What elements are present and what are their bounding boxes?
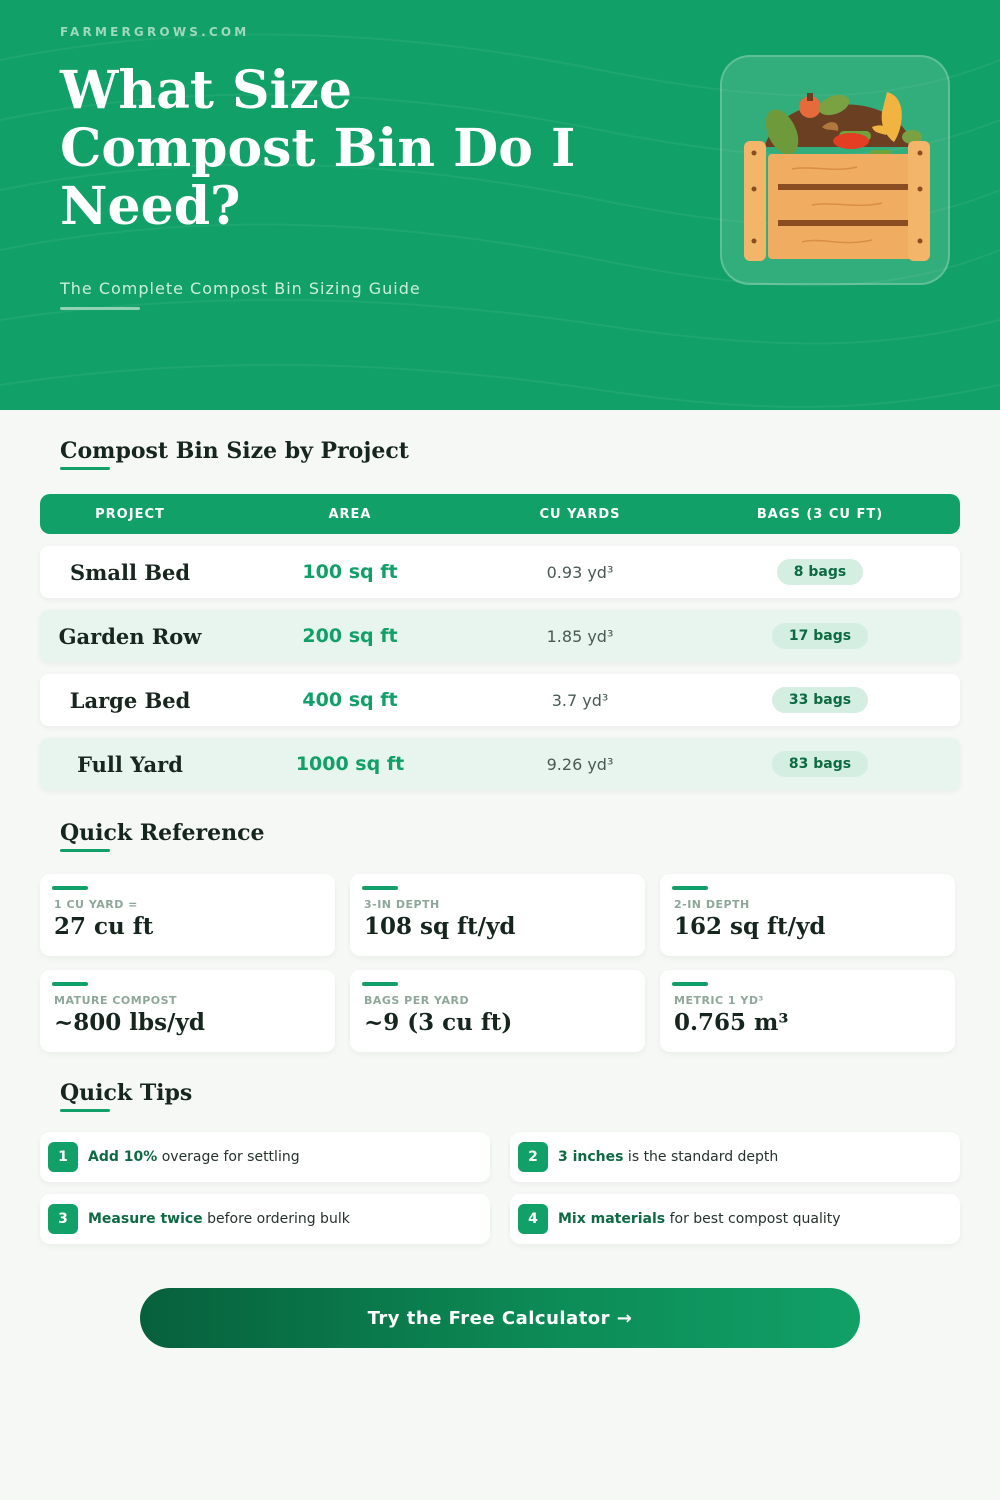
table-row: [40, 738, 960, 790]
project-name: Full Yard: [77, 751, 183, 777]
column-header-bags: BAGS (3 CU FT): [756, 506, 884, 522]
tip-text: [88, 1211, 350, 1227]
table-row: [40, 610, 960, 662]
tip-emphasis: Mix materials: [558, 1211, 666, 1227]
tip-rest: is the standard depth: [623, 1149, 779, 1165]
column-header-area: AREA: [328, 506, 372, 522]
tip-number-badge: 4: [518, 1204, 548, 1234]
table-row: [40, 674, 960, 726]
hero-banner: [0, 0, 1000, 410]
tip-emphasis: 3 inches: [558, 1149, 624, 1165]
tip-text: [558, 1211, 841, 1227]
tip-emphasis: Add 10%: [88, 1149, 158, 1165]
card-label: METRIC 1 YD³: [674, 994, 764, 1007]
cu-yards-value: 0.93 yd³: [546, 562, 614, 582]
tip-number-badge: 2: [518, 1142, 548, 1172]
tip-item: [510, 1132, 960, 1182]
subtitle-underline: [60, 307, 140, 310]
area-value: 1000 sq ft: [295, 753, 405, 775]
tip-rest: for best compost quality: [665, 1211, 841, 1227]
card-value: 27 cu ft: [54, 913, 154, 940]
card-value: 0.765 m³: [674, 1009, 789, 1036]
reference-section-title: Quick Reference: [60, 820, 265, 846]
compost-crate-icon: [722, 57, 952, 287]
card-accent-bar: [52, 886, 88, 890]
card-label: 2-IN DEPTH: [674, 898, 750, 911]
reference-card: [660, 874, 955, 956]
card-label: BAGS PER YARD: [364, 994, 470, 1007]
card-value: 108 sq ft/yd: [364, 913, 516, 940]
tip-rest: overage for settling: [157, 1149, 300, 1165]
project-name: Large Bed: [69, 687, 191, 713]
bags-badge: 8 bags: [777, 559, 863, 585]
tip-item: [40, 1194, 490, 1244]
card-value: 162 sq ft/yd: [674, 913, 826, 940]
tips-section-title: Quick Tips: [60, 1080, 193, 1106]
card-label: 1 CU YARD =: [54, 898, 138, 911]
tip-rest: before ordering bulk: [202, 1211, 350, 1227]
reference-card: [350, 874, 645, 956]
section-underline: [60, 849, 110, 852]
illustration-frame: [720, 55, 950, 285]
reference-card: [40, 970, 335, 1052]
reference-card: [660, 970, 955, 1052]
page-subtitle: The Complete Compost Bin Sizing Guide: [60, 279, 421, 298]
reference-card: [40, 874, 335, 956]
project-name: Garden Row: [58, 623, 202, 649]
card-accent-bar: [362, 982, 398, 986]
card-accent-bar: [362, 886, 398, 890]
page-title: What Size Compost Bin Do I Need?: [60, 60, 576, 237]
table-row: [40, 546, 960, 598]
tip-text: [88, 1149, 300, 1165]
free-calculator-button[interactable]: Try the Free Calculator →: [140, 1288, 860, 1348]
tip-item: [40, 1132, 490, 1182]
cu-yards-value: 3.7 yd³: [551, 690, 609, 710]
area-value: 200 sq ft: [302, 625, 398, 647]
tip-number-badge: 1: [48, 1142, 78, 1172]
section-underline: [60, 1109, 110, 1112]
project-name: Small Bed: [69, 559, 191, 585]
table-header: [40, 494, 960, 534]
card-label: 3-IN DEPTH: [364, 898, 440, 911]
card-label: MATURE COMPOST: [54, 994, 178, 1007]
section-underline: [60, 467, 110, 470]
column-header-cu-yards: CU YARDS: [539, 506, 621, 522]
card-accent-bar: [52, 982, 88, 986]
card-value: ~9 (3 cu ft): [364, 1009, 513, 1036]
tip-emphasis: Measure twice: [88, 1211, 203, 1227]
area-value: 100 sq ft: [302, 561, 398, 583]
site-name: FARMERGROWS.COM: [60, 25, 250, 39]
cu-yards-value: 1.85 yd³: [546, 626, 614, 646]
bags-badge: 33 bags: [772, 687, 868, 713]
column-header-project: PROJECT: [95, 506, 165, 522]
card-value: ~800 lbs/yd: [54, 1009, 205, 1036]
card-accent-bar: [672, 982, 708, 986]
tip-text: [558, 1149, 778, 1165]
tip-item: [510, 1194, 960, 1244]
bags-badge: 83 bags: [772, 751, 868, 777]
bags-badge: 17 bags: [772, 623, 868, 649]
tip-number-badge: 3: [48, 1204, 78, 1234]
reference-card: [350, 970, 645, 1052]
card-accent-bar: [672, 886, 708, 890]
area-value: 400 sq ft: [302, 689, 398, 711]
table-section-title: Compost Bin Size by Project: [60, 438, 409, 464]
cu-yards-value: 9.26 yd³: [546, 754, 614, 774]
